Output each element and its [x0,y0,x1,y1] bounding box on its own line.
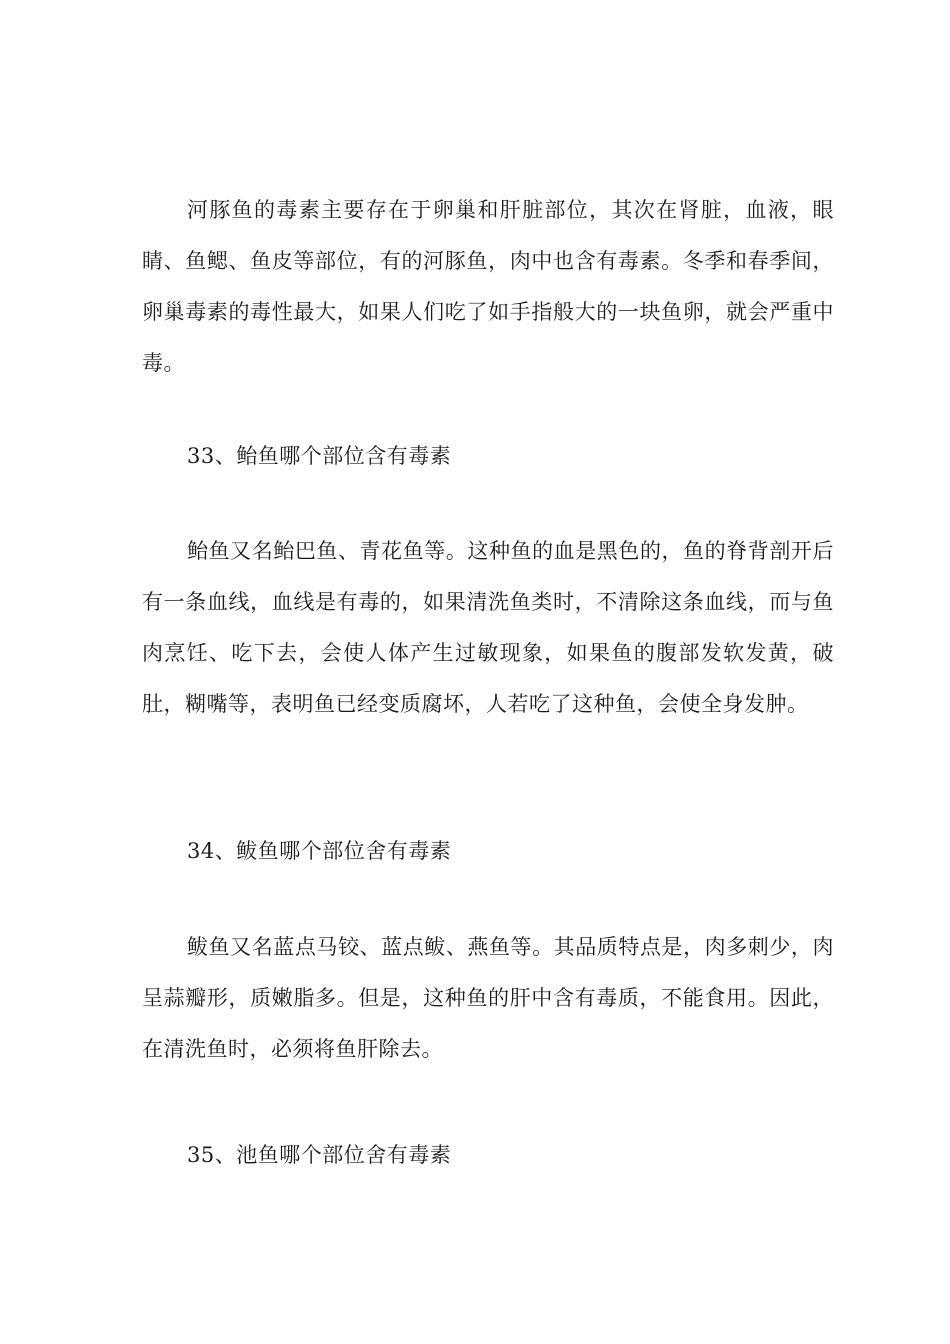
heading-33: 33、鲐鱼哪个部位含有毒素 [187,444,452,468]
paragraph-pufferfish: 河豚鱼的毒素主要存在于卵巢和肝脏部位，其次在肾脏，血液，眼睛、鱼鳃、鱼皮等部位，有的河豚鱼，肉中也含有毒素。冬季和春季间，卵巢毒素的毒性最大，如果人们吃了如手指般大的一块鱼卵，就会严重中毒。 [142,198,834,375]
paragraph-mackerel: 鲐鱼又名鲐巴鱼、青花鱼等。这种鱼的血是黑色的，鱼的脊背剖开后有一条血线，血线是有毒的，如果清洗鱼类时，不清除这条血线，而与鱼肉烹饪、吃下去，会使人体产生过敏现象，如果鱼的腹部发软发黄，破肚，糊嘴等，表明鱼已经变质腐坏，人若吃了这种鱼，会使全身发肿。 [142,539,834,716]
heading-34: 34、鲅鱼哪个部位舍有毒素 [187,839,452,863]
paragraph-spanish-mackerel: 鲅鱼又名蓝点马铰、蓝点鲅、燕鱼等。其品质特点是，肉多刺少，肉呈蒜瓣形，质嫩脂多。但是，这种鱼的肝中含有毒质，不能食用。因此，在清洗鱼时，必须将鱼肝除去。 [142,935,834,1061]
heading-35: 35、池鱼哪个部位舍有毒素 [187,1143,452,1167]
